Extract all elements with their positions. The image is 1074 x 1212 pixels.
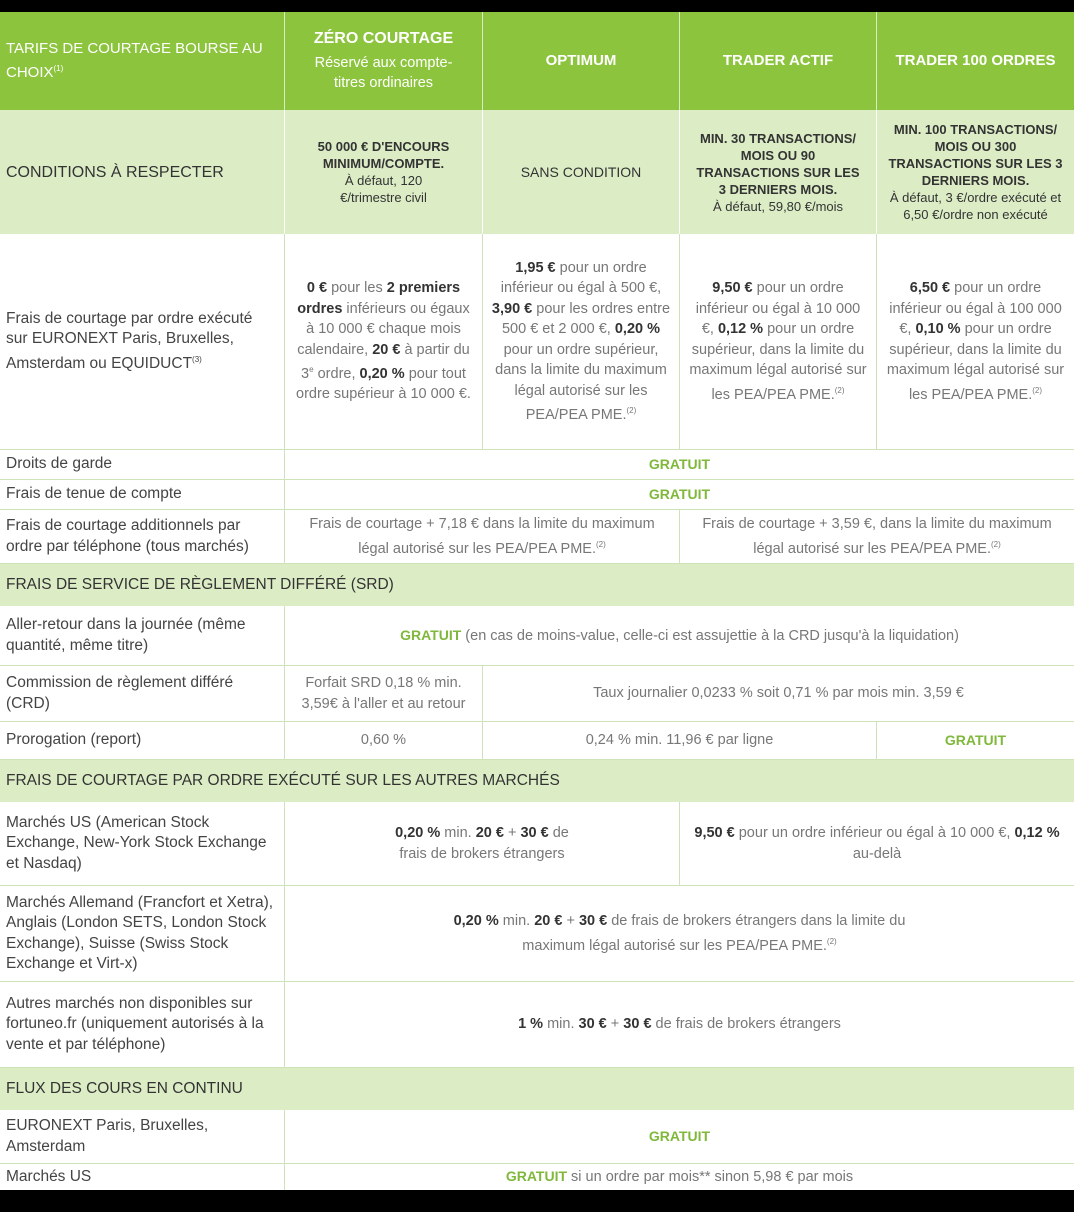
conditions-label: CONDITIONS À RESPECTER bbox=[6, 163, 224, 181]
crd-label: Commission de règlement différé (CRD) bbox=[6, 674, 234, 712]
flux-euronext-label: EURONEXT Paris, Bruxelles, Amsterdam bbox=[6, 1117, 209, 1155]
droits-garde-row bbox=[0, 450, 1074, 480]
telephone-left: Frais de courtage + 7,18 € dans la limite du maximum légal autorisé sur les PEA/PEA PME.$^{(2)}$ bbox=[284, 510, 679, 563]
flux-us-value: GRATUIT si un ordre par mois** sinon 5,98 € par mois bbox=[284, 1164, 1074, 1190]
flux-section-title bbox=[0, 1068, 1074, 1110]
prorogation-label: Prorogation (report) bbox=[6, 731, 142, 749]
col-trader-100: TRADER 100 ORDRES bbox=[876, 12, 1074, 110]
prorogation-trader-100: GRATUIT bbox=[876, 722, 1074, 759]
prorogation-row bbox=[0, 722, 1074, 760]
prorogation-mid: 0,24 % min. 11,96 € par ligne bbox=[482, 722, 876, 759]
telephone-label: Frais de courtage additionnels par ordre par téléphone (tous marchés) bbox=[6, 517, 249, 555]
droits-garde-label: Droits de garde bbox=[6, 455, 112, 473]
tenue-compte-row bbox=[0, 480, 1074, 510]
conditions-optimum: SANS CONDITION bbox=[482, 110, 679, 234]
flux-title: FLUX DES COURS EN CONTINU bbox=[6, 1079, 243, 1097]
tenue-compte-value: GRATUIT bbox=[284, 480, 1074, 509]
frais-trader-100: 6,50 € pour un ordre inférieur ou égal à 100 000 €, 0,10 % pour un ordre supérieur, dans la limite du maximum légal autorisé sur les PEA/PEA PME.$^{(2)}$ bbox=[876, 234, 1074, 449]
conditions-trader-100: MIN. 100 TRANSACTIONS/ MOIS OU 300 TRANSACTIONS SUR LES 3 DERNIERS MOIS. À défaut, 3 €/ordre exécuté et 6,50 €/ordre non exécuté bbox=[876, 110, 1074, 234]
aller-retour-row bbox=[0, 606, 1074, 666]
marches-europe-value: 0,20 % min. 20 € + 30 € de frais de brokers étrangers dans la limite du maximum légal autorisé sur les PEA/PEA PME.$^{(2)}$ bbox=[284, 886, 1074, 981]
col-zero-courtage: ZÉRO COURTAGE Réservé aux compte-titres ordinaires bbox=[284, 12, 482, 110]
telephone-right: Frais de courtage + 3,59 €, dans la limite du maximum légal autorisé sur les PEA/PEA PME.$^{(2)}$ bbox=[679, 510, 1074, 563]
aller-retour-label: Aller-retour dans la journée (même quantité, même titre) bbox=[6, 616, 246, 654]
droits-garde-value: GRATUIT bbox=[284, 450, 1074, 479]
aller-retour-value: GRATUIT (en cas de moins-value, celle-ci est assujettie à la CRD jusqu'à la liquidation) bbox=[284, 606, 1074, 665]
autres-marches-row bbox=[0, 982, 1074, 1068]
marches-us-right: 9,50 € pour un ordre inférieur ou égal à 10 000 €, 0,12 % au-delà bbox=[679, 802, 1074, 885]
header-row bbox=[0, 12, 1074, 110]
frais-optimum: 1,95 € pour un ordre inférieur ou égal à 500 €, 3,90 € pour les ordres entre 500 € et 2 000 €, 0,20 % pour un ordre supérieur, dans la limite du maximum légal autorisé sur les PEA/PEA PME.$^{(2)}$ bbox=[482, 234, 679, 449]
srd-title: FRAIS DE SERVICE DE RÈGLEMENT DIFFÉRÉ (SRD) bbox=[6, 575, 394, 593]
flux-us-label: Marchés US bbox=[6, 1167, 92, 1185]
autres-title: FRAIS DE COURTAGE PAR ORDRE EXÉCUTÉ SUR LES AUTRES MARCHÉS bbox=[6, 771, 560, 789]
tenue-compte-label: Frais de tenue de compte bbox=[6, 485, 182, 503]
frais-trader-actif: 9,50 € pour un ordre inférieur ou égal à 10 000 €, 0,12 % pour un ordre supérieur, dans la limite du maximum légal autorisé sur les PEA/PEA PME.$^{(2)}$ bbox=[679, 234, 876, 449]
table-title: TARIFS DE COURTAGE BOURSE AU CHOIX$^{(1)}$ bbox=[6, 39, 263, 81]
telephone-row bbox=[0, 510, 1074, 564]
flux-euronext-row bbox=[0, 1110, 1074, 1164]
marches-us-label: Marchés US (American Stock Exchange, New-York Stock Exchange et Nasdaq) bbox=[6, 813, 267, 872]
tariff-table bbox=[0, 12, 1074, 1190]
col-optimum: OPTIMUM bbox=[482, 12, 679, 110]
col-trader-actif: TRADER ACTIF bbox=[679, 12, 876, 110]
srd-section-title bbox=[0, 564, 1074, 606]
marches-europe-label: Marchés Allemand (Francfort et Xetra), Anglais (London SETS, London Stock Exchange), Suisse (Swiss Stock Exchange et Virt-x) bbox=[6, 893, 274, 972]
marches-us-row bbox=[0, 802, 1074, 886]
autres-section-title bbox=[0, 760, 1074, 802]
crd-zero: Forfait SRD 0,18 % min. 3,59€ à l'aller et au retour bbox=[284, 666, 482, 721]
flux-euronext-value: GRATUIT bbox=[284, 1110, 1074, 1163]
autres-marches-label: Autres marchés non disponibles sur fortuneo.fr (uniquement autorisés à la vente et par téléphone) bbox=[6, 994, 264, 1053]
frais-courtage-row bbox=[0, 234, 1074, 450]
autres-marches-value: 1 % min. 30 € + 30 € de frais de brokers étrangers bbox=[284, 982, 1074, 1067]
crd-others: Taux journalier 0,0233 % soit 0,71 % par mois min. 3,59 € bbox=[482, 666, 1074, 721]
marches-us-left: 0,20 % min. 20 € + 30 € de frais de brokers étrangers bbox=[284, 802, 679, 885]
conditions-zero: 50 000 € D'ENCOURS MINIMUM/COMPTE. À défaut, 120 €/trimestre civil bbox=[284, 110, 482, 234]
marches-europe-row bbox=[0, 886, 1074, 982]
conditions-trader-actif: MIN. 30 TRANSACTIONS/ MOIS OU 90 TRANSACTIONS SUR LES 3 DERNIERS MOIS. À défaut, 59,80 €/mois bbox=[679, 110, 876, 234]
flux-us-row bbox=[0, 1164, 1074, 1190]
frais-zero: 0 € pour les 2 premiers ordres inférieurs ou égaux à 10 000 € chaque mois calendaire, 20 € à partir du 3e ordre, 0,20 % pour tout ordre supérieur à 10 000 €. bbox=[284, 234, 482, 449]
crd-row bbox=[0, 666, 1074, 722]
conditions-row bbox=[0, 110, 1074, 234]
frais-courtage-label: Frais de courtage par ordre exécuté sur EURONEXT Paris, Bruxelles, Amsterdam ou EQUIDUCT$^{(3)}$ bbox=[6, 309, 253, 372]
prorogation-zero: 0,60 % bbox=[284, 722, 482, 759]
